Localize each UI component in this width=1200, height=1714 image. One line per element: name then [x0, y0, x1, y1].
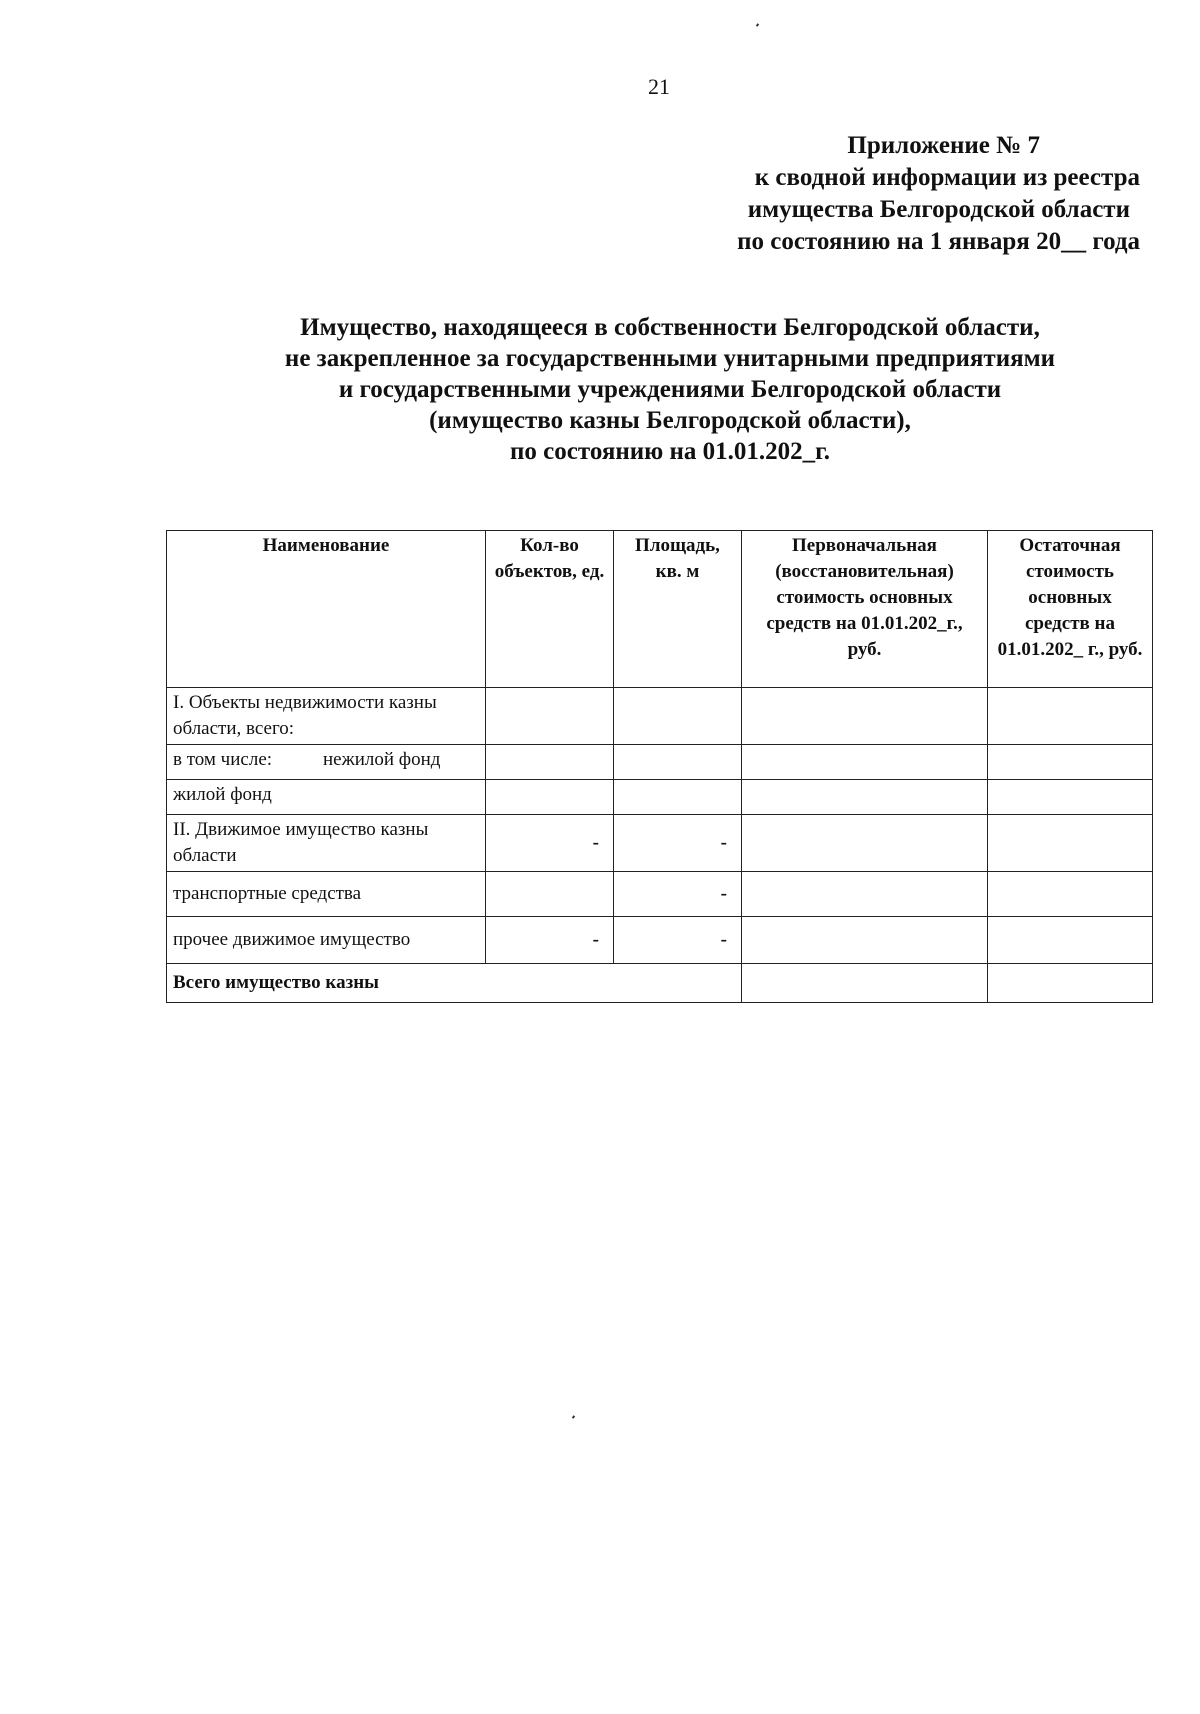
cell-count [486, 780, 614, 815]
table-row [167, 872, 1153, 917]
cell-area: - [614, 815, 742, 872]
cell-residual-cost [988, 872, 1153, 917]
appendix-title: Приложение № 7 [847, 132, 1040, 159]
cell-count [486, 745, 614, 780]
scan-speck [756, 23, 759, 27]
title-line: Имущество, находящееся в собственности Белгородской области, [300, 314, 1040, 341]
row-name [167, 745, 486, 780]
table-row [167, 815, 1153, 872]
cell-initial-cost [742, 688, 988, 745]
treasury-property-table [166, 530, 1153, 1003]
appendix-line: по состоянию на 1 января 20__ года [737, 228, 1140, 255]
header-area: Площадь, кв. м [614, 531, 742, 688]
appendix-header [620, 130, 1140, 258]
table-row [167, 917, 1153, 964]
cell-residual-cost [988, 917, 1153, 964]
appendix-line: имущества Белгородской области [747, 196, 1130, 223]
row-label: нежилой фонд [323, 749, 441, 770]
table-total-row [167, 964, 1153, 1003]
cell-area: - [614, 872, 742, 917]
header-name: Наименование [167, 531, 486, 688]
header-initial-cost: Первоначальная (восстановительная) стоимость основных средств на 01.01.202_г., руб. [742, 531, 988, 688]
row-name: транспортные средства [167, 872, 486, 917]
table-header-row [167, 531, 1153, 688]
row-prefix: в том числе: [173, 749, 273, 770]
cell-initial-cost [742, 815, 988, 872]
row-name: I. Объекты недвижимости казны области, всего: [167, 688, 486, 745]
cell-count [486, 872, 614, 917]
header-residual-cost: Остаточная стоимость основных средств на 01.01.202_ г., руб. [988, 531, 1153, 688]
cell-area [614, 780, 742, 815]
document-title [190, 312, 1150, 467]
title-line: не закрепленное за государственными унитарными предприятиями [284, 345, 1056, 372]
title-line: по состоянию на 01.01.202_г. [510, 438, 830, 465]
cell-initial-cost [742, 872, 988, 917]
cell-count [486, 688, 614, 745]
total-initial-cost [742, 964, 988, 1003]
total-label: Всего имущество казны [167, 964, 742, 1003]
cell-residual-cost [988, 780, 1153, 815]
cell-area [614, 745, 742, 780]
title-line: (имущество казны Белгородской области), [429, 407, 911, 434]
title-line: и государственными учреждениями Белгородской области [338, 376, 1002, 403]
row-name: жилой фонд [167, 780, 486, 815]
row-name: прочее движимое имущество [167, 917, 486, 964]
scan-speck [572, 1415, 575, 1419]
cell-residual-cost [988, 688, 1153, 745]
table-row [167, 780, 1153, 815]
cell-initial-cost [742, 745, 988, 780]
cell-area: - [614, 917, 742, 964]
header-count: Кол-во объектов, ед. [486, 531, 614, 688]
total-residual-cost [988, 964, 1153, 1003]
appendix-line: к сводной информации из реестра [754, 164, 1140, 191]
cell-initial-cost [742, 780, 988, 815]
cell-count: - [486, 815, 614, 872]
table-row [167, 688, 1153, 745]
cell-initial-cost [742, 917, 988, 964]
cell-residual-cost [988, 745, 1153, 780]
table-row [167, 745, 1153, 780]
cell-count: - [486, 917, 614, 964]
cell-area [614, 688, 742, 745]
page-number: 21 [648, 74, 670, 99]
row-name: II. Движимое имущество казны области [167, 815, 486, 872]
cell-residual-cost [988, 815, 1153, 872]
